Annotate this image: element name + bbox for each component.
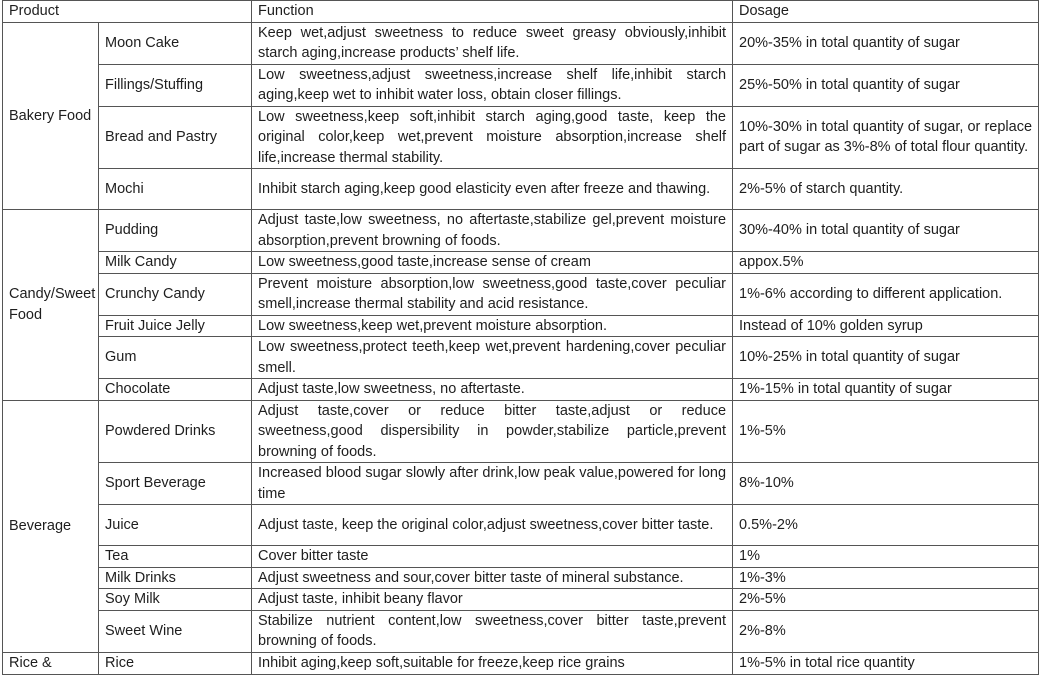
table-row (3, 505, 1039, 546)
item-cell: Tea (99, 546, 252, 568)
table-row (3, 22, 1039, 64)
header-dosage: Dosage (733, 1, 1039, 23)
function-cell: Low sweetness,adjust sweetness,increase shelf life,inhibit starch aging,keep wet to inhibit water loss, obtain closer fillings. (252, 64, 733, 106)
table-row (3, 379, 1039, 401)
item-cell: Rice (99, 652, 252, 674)
item-cell: Soy Milk (99, 589, 252, 611)
table-row (3, 546, 1039, 568)
function-cell: Increased blood sugar slowly after drink,low peak value,powered for long time (252, 463, 733, 505)
dosage-cell: 2%-8% (733, 610, 1039, 652)
item-cell: Juice (99, 505, 252, 546)
item-cell: Bread and Pastry (99, 106, 252, 169)
function-cell: Low sweetness,keep soft,inhibit starch aging,good taste, keep the original color,keep wet,prevent moisture absorption,increase shelf life,increase thermal stability. (252, 106, 733, 169)
function-cell: Stabilize nutrient content,low sweetness,cover bitter taste,prevent browning of foods. (252, 610, 733, 652)
item-cell: Chocolate (99, 379, 252, 401)
category-cell: Beverage (3, 400, 99, 652)
table-row (3, 463, 1039, 505)
function-cell: Adjust taste,low sweetness, no aftertaste. (252, 379, 733, 401)
dosage-cell: 1%-6% according to different application. (733, 273, 1039, 315)
header-product: Product (3, 1, 252, 23)
dosage-cell: 0.5%-2% (733, 505, 1039, 546)
dosage-cell: 1%-3% (733, 567, 1039, 589)
dosage-cell: 1%-5% (733, 400, 1039, 463)
table-row (3, 210, 1039, 252)
table-row (3, 252, 1039, 274)
table-row (3, 273, 1039, 315)
application-table (2, 0, 1039, 675)
dosage-cell: 1% (733, 546, 1039, 568)
dosage-cell: 2%-5% (733, 589, 1039, 611)
dosage-cell: 2%-5% of starch quantity. (733, 169, 1039, 210)
item-cell: Sweet Wine (99, 610, 252, 652)
function-cell: Adjust taste, keep the original color,adjust sweetness,cover bitter taste. (252, 505, 733, 546)
item-cell: Mochi (99, 169, 252, 210)
item-cell: Fruit Juice Jelly (99, 315, 252, 337)
function-cell: Low sweetness,good taste,increase sense of cream (252, 252, 733, 274)
dosage-cell: 1%-5% in total rice quantity (733, 652, 1039, 674)
table-row (3, 106, 1039, 169)
dosage-cell: 30%-40% in total quantity of sugar (733, 210, 1039, 252)
dosage-cell: 10%-25% in total quantity of sugar (733, 337, 1039, 379)
item-cell: Sport Beverage (99, 463, 252, 505)
table-row (3, 652, 1039, 674)
function-cell: Adjust taste,cover or reduce bitter taste,adjust or reduce sweetness,good dispersibility in powder,stabilize particle,prevent browning of foods. (252, 400, 733, 463)
category-cell: Candy/Sweet Food (3, 210, 99, 401)
dosage-cell: 25%-50% in total quantity of sugar (733, 64, 1039, 106)
function-cell: Adjust taste,low sweetness, no aftertaste,stabilize gel,prevent moisture absorption,prevent browning of foods. (252, 210, 733, 252)
item-cell: Gum (99, 337, 252, 379)
table-row (3, 589, 1039, 611)
table-row (3, 64, 1039, 106)
item-cell: Moon Cake (99, 22, 252, 64)
table-row (3, 567, 1039, 589)
item-cell: Powdered Drinks (99, 400, 252, 463)
function-cell: Keep wet,adjust sweetness to reduce sweet greasy obviously,inhibit starch aging,increase products’ shelf life. (252, 22, 733, 64)
table-row (3, 169, 1039, 210)
dosage-cell: 10%-30% in total quantity of sugar, or replace part of sugar as 3%-8% of total flour quantity. (733, 106, 1039, 169)
function-cell: Cover bitter taste (252, 546, 733, 568)
category-cell: Bakery Food (3, 22, 99, 210)
table-row (3, 315, 1039, 337)
dosage-cell: Instead of 10% golden syrup (733, 315, 1039, 337)
function-cell: Low sweetness,keep wet,prevent moisture absorption. (252, 315, 733, 337)
table-row (3, 337, 1039, 379)
table-row (3, 400, 1039, 463)
function-cell: Low sweetness,protect teeth,keep wet,prevent hardening,cover peculiar smell. (252, 337, 733, 379)
header-function: Function (252, 1, 733, 23)
function-cell: Adjust sweetness and sour,cover bitter taste of mineral substance. (252, 567, 733, 589)
dosage-cell: appox.5% (733, 252, 1039, 274)
item-cell: Milk Candy (99, 252, 252, 274)
function-cell: Prevent moisture absorption,low sweetness,good taste,cover peculiar smell,increase thermal stability and acid resistance. (252, 273, 733, 315)
item-cell: Milk Drinks (99, 567, 252, 589)
table-row (3, 610, 1039, 652)
header-row (3, 1, 1039, 23)
dosage-cell: 1%-15% in total quantity of sugar (733, 379, 1039, 401)
dosage-cell: 8%-10% (733, 463, 1039, 505)
item-cell: Crunchy Candy (99, 273, 252, 315)
dosage-cell: 20%-35% in total quantity of sugar (733, 22, 1039, 64)
function-cell: Adjust taste, inhibit beany flavor (252, 589, 733, 611)
function-cell: Inhibit starch aging,keep good elasticity even after freeze and thawing. (252, 169, 733, 210)
function-cell: Inhibit aging,keep soft,suitable for freeze,keep rice grains (252, 652, 733, 674)
item-cell: Pudding (99, 210, 252, 252)
category-cell: Rice & (3, 652, 99, 674)
item-cell: Fillings/Stuffing (99, 64, 252, 106)
